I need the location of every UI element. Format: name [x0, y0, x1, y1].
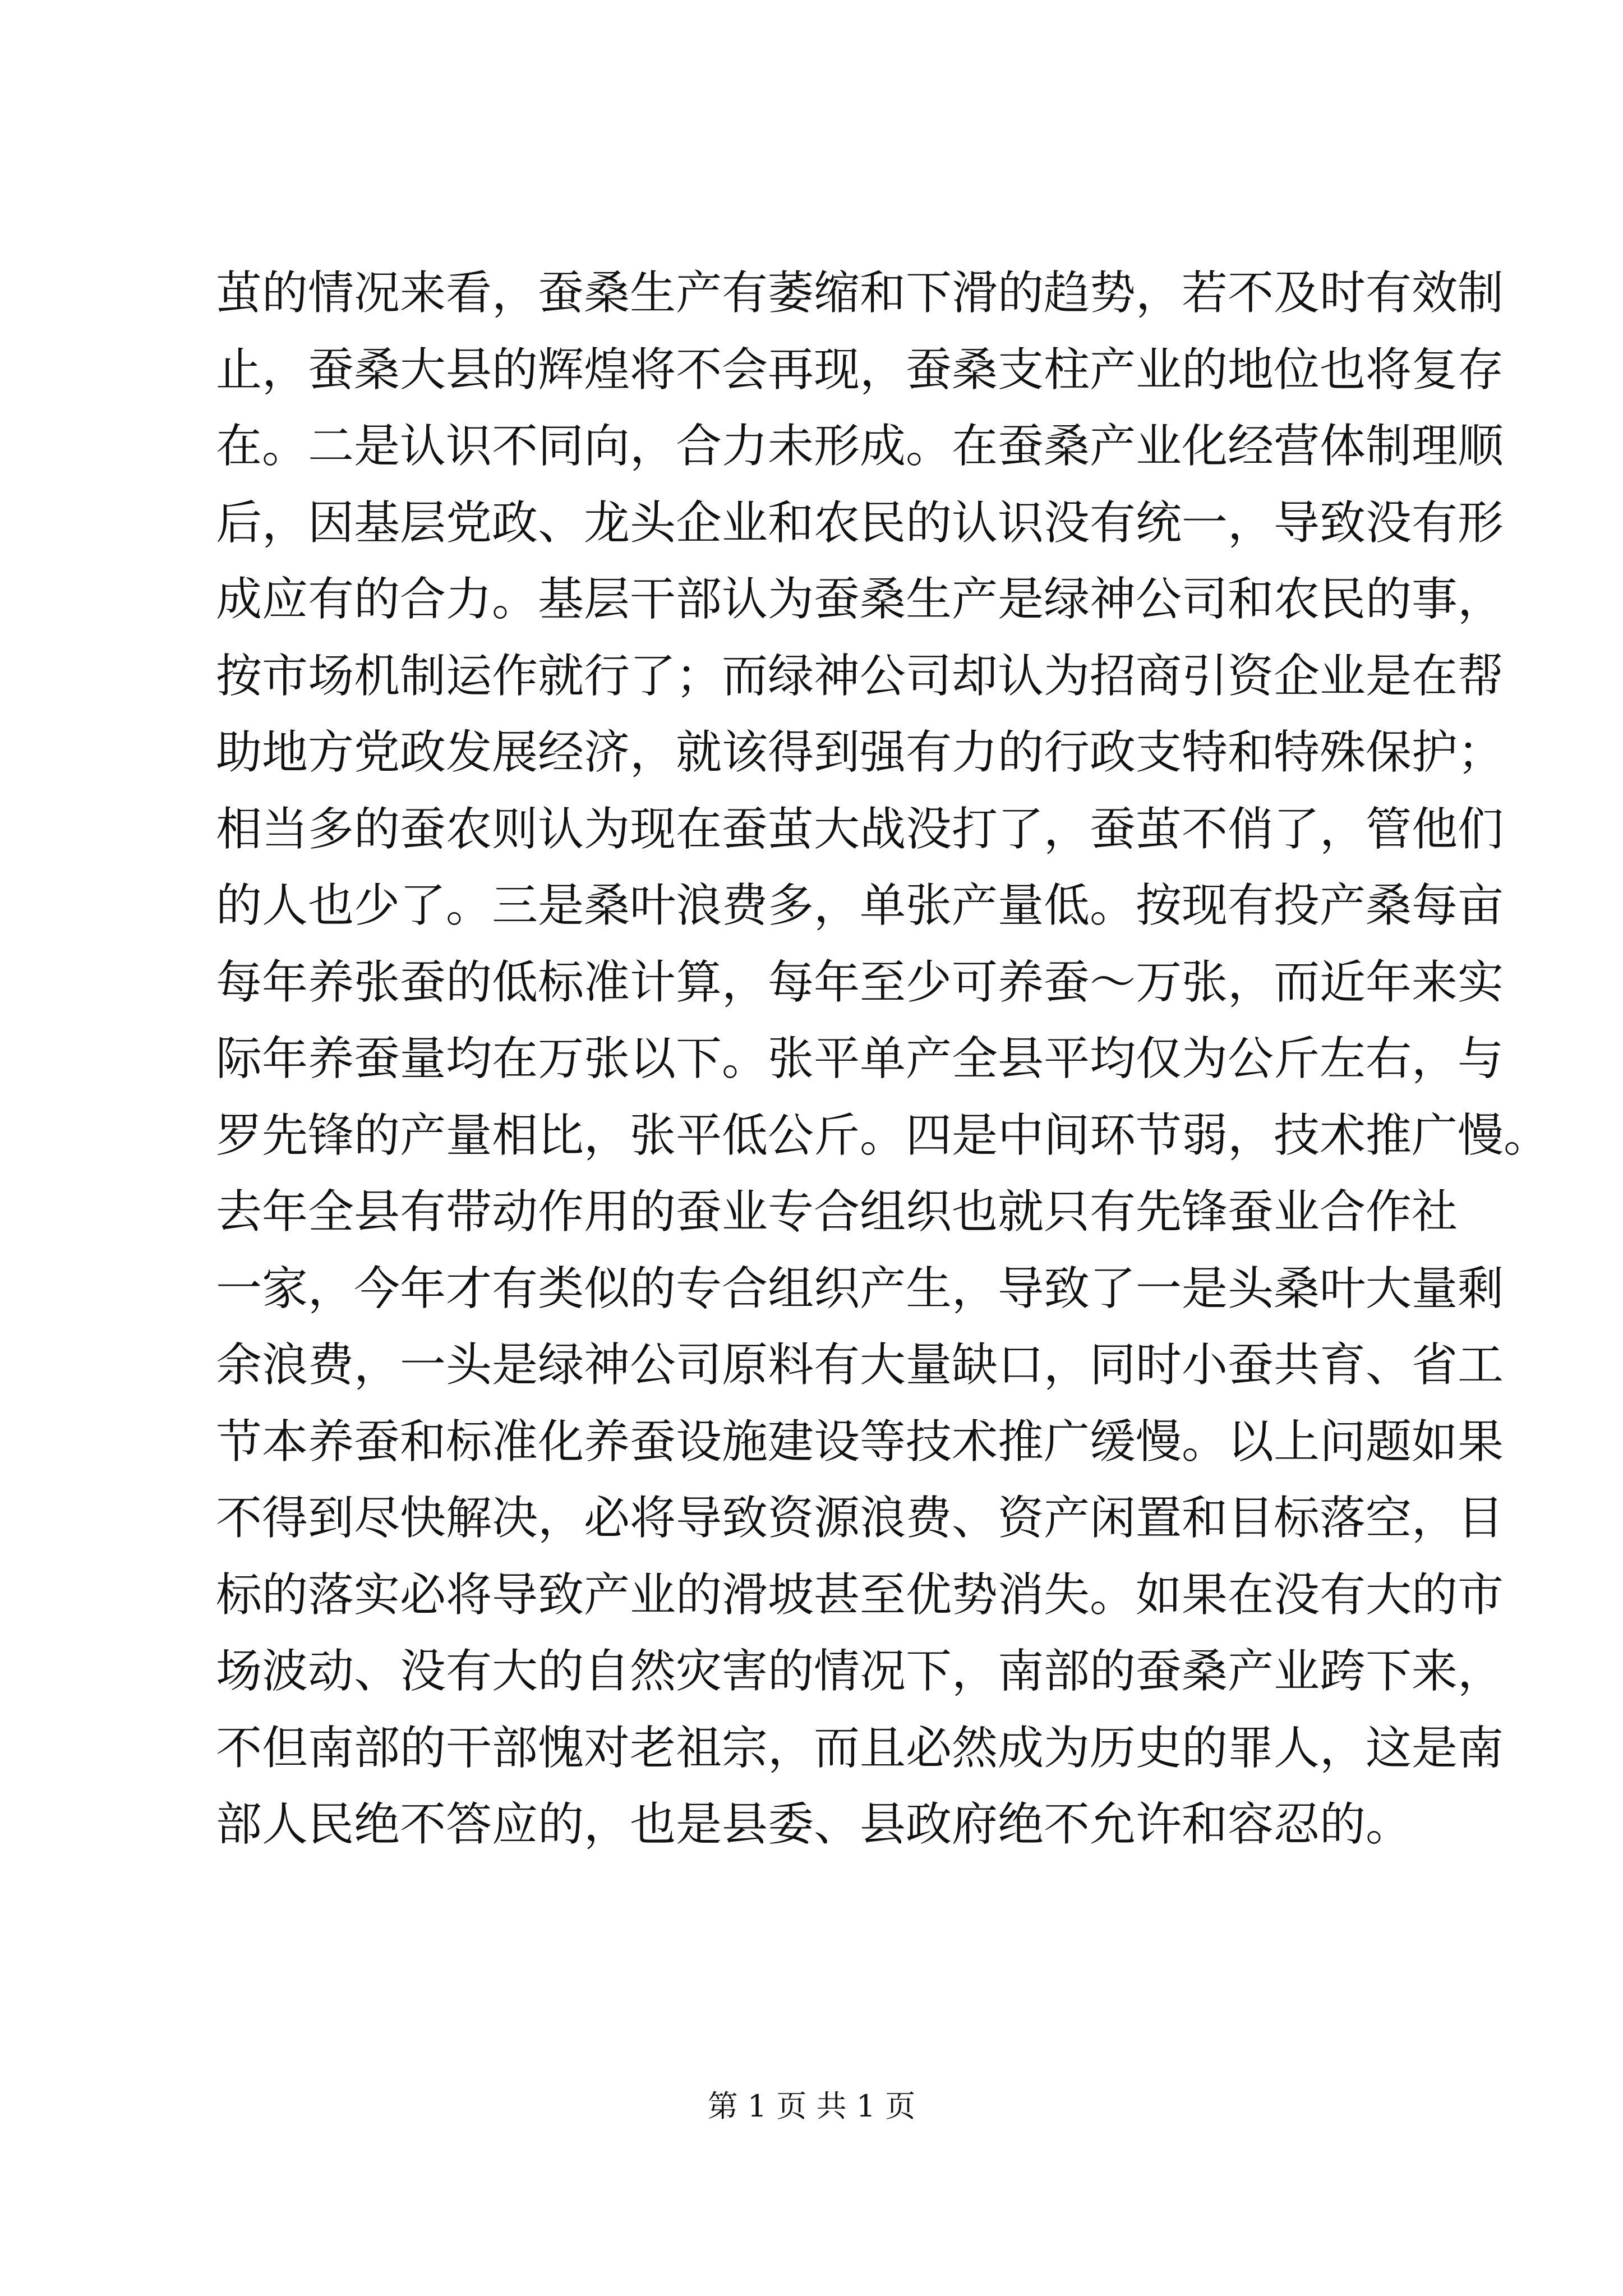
- text-line: 成应有的合力。基层干部认为蚕桑生产是绿神公司和农民的事，: [216, 573, 1504, 626]
- text-line: 节本养蚕和标准化养蚕设施建设等技术推广缓慢。以上问题如果: [216, 1415, 1504, 1469]
- text-line: 际年养蚕量均在万张以下。张平单产全县平均仅为公斤左右，与: [216, 1032, 1504, 1085]
- text-line: 去年全县有带动作用的蚕业专合组织也就只有先锋蚕业合作社: [216, 1185, 1458, 1239]
- text-line: 的人也少了。三是桑叶浪费多，单张产量低。按现有投产桑每亩: [216, 879, 1504, 932]
- body-text: [216, 255, 1550, 1864]
- text-line: 在。二是认识不同向，合力未形成。在蚕桑产业化经营体制理顺: [216, 420, 1504, 473]
- text-line: 每年养张蚕的低标准计算，每年至少可养蚕～万张，而近年来实: [216, 955, 1504, 1009]
- text-line: 助地方党政发展经济，就该得到强有力的行政支特和特殊保护；: [216, 726, 1504, 779]
- text-line: 不但南部的干部愧对老祖宗，而且必然成为历史的罪人，这是南: [216, 1721, 1504, 1775]
- text-line: 按市场机制运作就行了；而绿神公司却认为招商引资企业是在帮: [216, 649, 1504, 703]
- text-line: 余浪费，一头是绿神公司原料有大量缺口，同时小蚕共育、省工: [216, 1338, 1504, 1392]
- text-line: 茧的情况来看，蚕桑生产有萎缩和下滑的趋势，若不及时有效制: [216, 266, 1504, 320]
- text-line: 罗先锋的产量相比，张平低公斤。四是中间环节弱，技术推广慢。: [216, 1108, 1550, 1162]
- text-line: 场波动、没有大的自然灾害的情况下，南部的蚕桑产业跨下来，: [216, 1645, 1504, 1698]
- text-line: 后，因基层党政、龙头企业和农民的认识没有统一，导致没有形: [216, 496, 1504, 550]
- page-number-footer: 第 1 页 共 1 页: [707, 2088, 916, 2124]
- text-line: 相当多的蚕农则认为现在蚕茧大战没打了，蚕茧不俏了，管他们: [216, 802, 1504, 856]
- text-line: 部人民绝不答应的，也是县委、县政府绝不允许和容忍的。: [216, 1798, 1412, 1851]
- text-line: 标的落实必将导致产业的滑坡甚至优势消失。如果在没有大的市: [216, 1568, 1504, 1622]
- text-line: 止，蚕桑大县的辉煌将不会再现，蚕桑支柱产业的地位也将复存: [216, 343, 1504, 397]
- text-line: 一家，今年才有类似的专合组织产生，导致了一是头桑叶大量剩: [216, 1262, 1504, 1315]
- text-line: 不得到尽快解决，必将导致资源浪费、资产闲置和目标落空，目: [216, 1492, 1504, 1545]
